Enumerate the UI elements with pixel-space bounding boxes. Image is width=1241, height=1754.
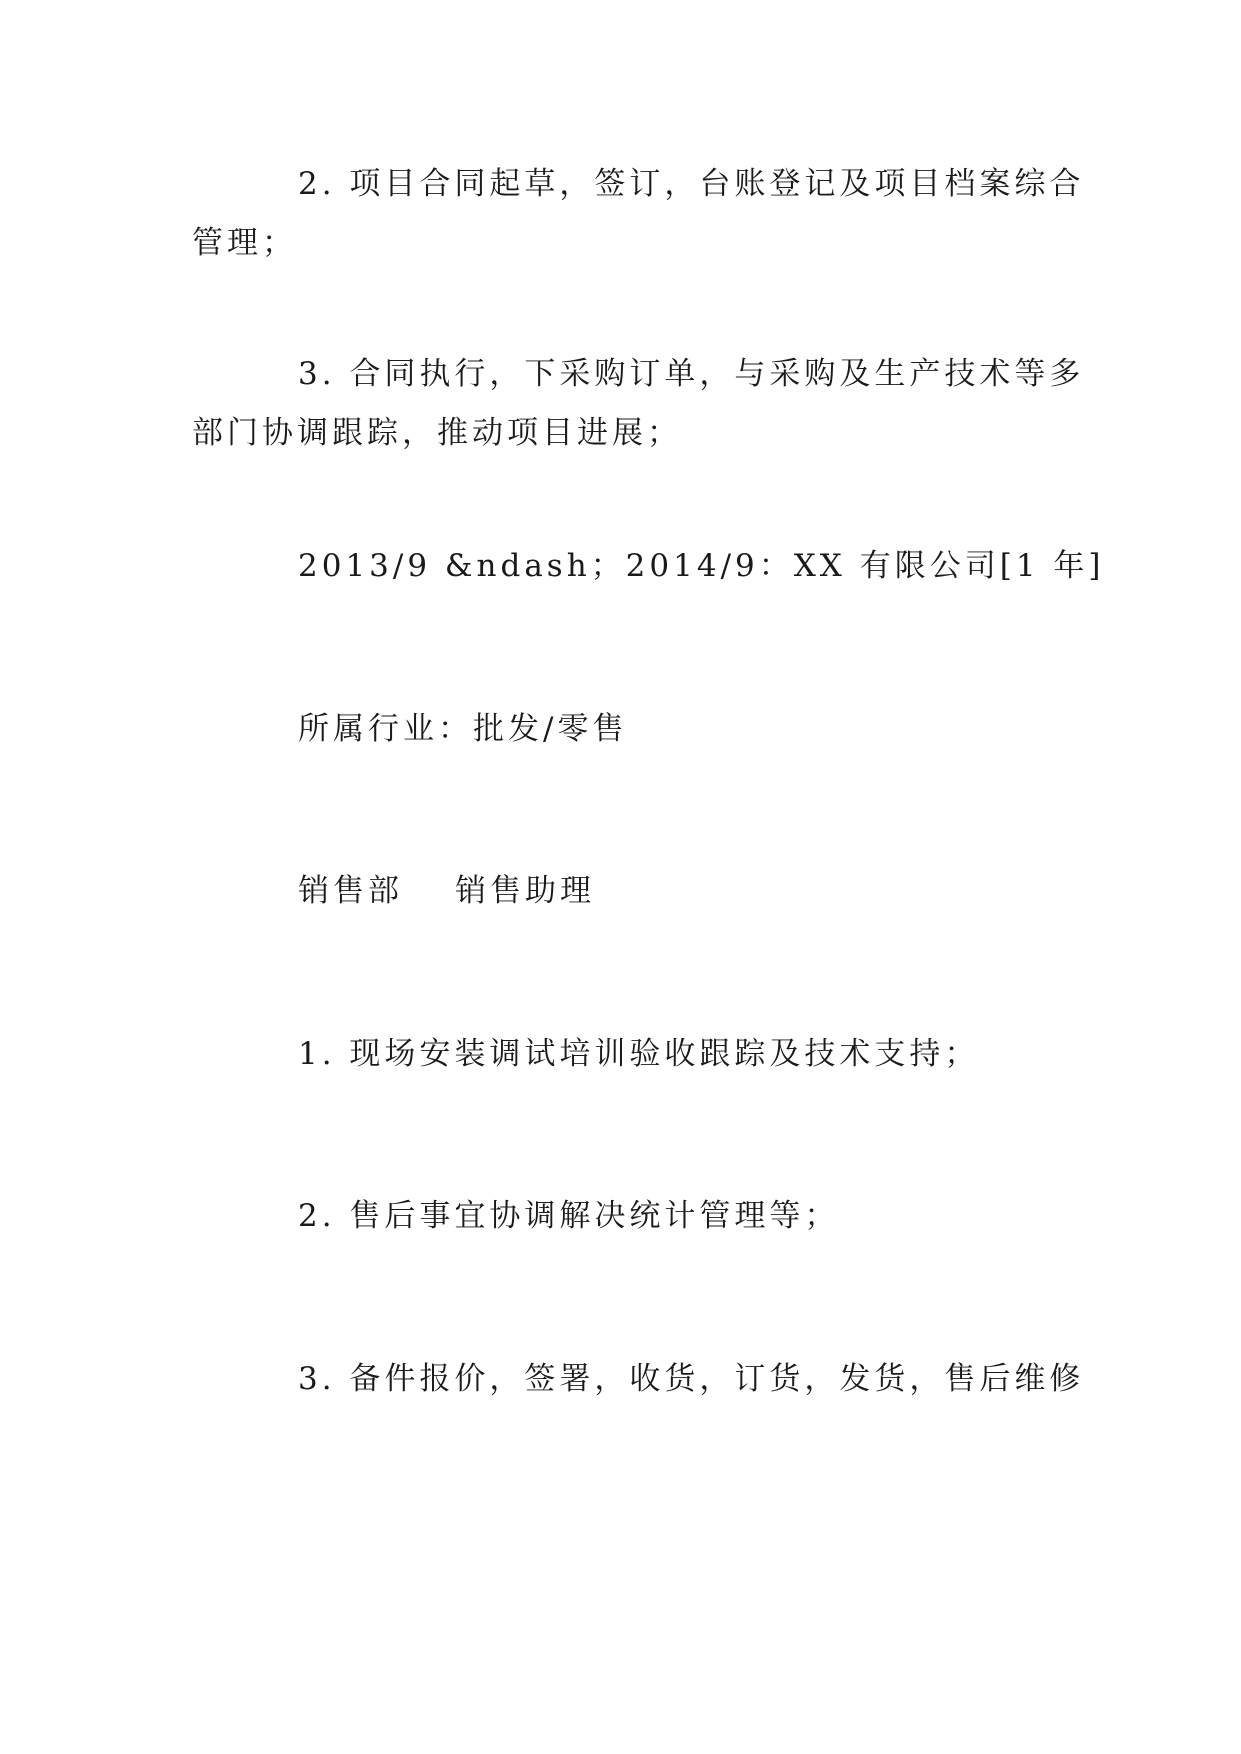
paragraph-contract-execution-line1: 3. 合同执行，下采购订单，与采购及生产技术等多 xyxy=(298,356,1085,392)
duty-item-1: 1. 现场安装调试培训验收跟踪及技术支持； xyxy=(298,1036,980,1072)
paragraph-contract-execution-line2: 部门协调跟踪，推动项目进展； xyxy=(192,415,682,451)
duty-item-2: 2. 售后事宜协调解决统计管理等； xyxy=(298,1198,840,1234)
paragraph-contract-drafting-line1: 2. 项目合同起草，签订，台账登记及项目档案综合 xyxy=(298,166,1085,202)
industry-line: 所属行业：批发/零售 xyxy=(298,711,628,747)
employment-period: 2013/9 &ndash；2014/9：XX 有限公司[1 年] xyxy=(298,548,1105,584)
department-name: 销售部 xyxy=(298,873,403,909)
paragraph-contract-drafting-line2: 管理； xyxy=(192,225,297,261)
duty-item-3: 3. 备件报价，签署，收货，订货，发货，售后维修 xyxy=(298,1361,1085,1397)
position-title: 销售助理 xyxy=(455,873,595,909)
department-position-line xyxy=(298,862,595,921)
